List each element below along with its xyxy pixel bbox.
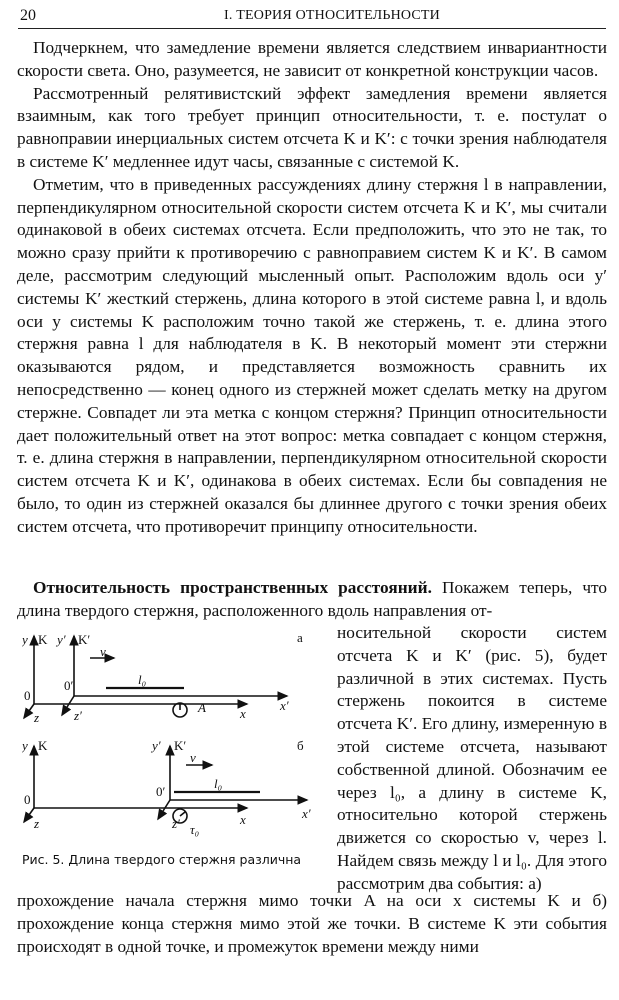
section-lead: Покажем теперь, что длина твердого стержня, расположенного вдоль направления от- bbox=[17, 578, 607, 620]
label-y: y bbox=[22, 632, 28, 647]
label-z: z bbox=[34, 710, 40, 725]
side-paragraph: носительной скорости систем отсчета K и K′ (рис. 5), будет различной в этих системах. Пусть стержень покоится в системе отсчета K′. Его длину, измеренную в этой системе отсчета, называют собственной длиной. Обозначим ее через l₀, а длину в системе K, относительно которой стержень движется со скоростью v, через l. Найдем связь между l и l₀. Для этого рассмотрим два события: а) bbox=[337, 623, 607, 893]
label-origin: 0 bbox=[24, 792, 31, 807]
bottom-text bbox=[17, 890, 607, 958]
figure-caption: Рис. 5. Длина твердого стержня различна bbox=[22, 852, 302, 867]
label-z: z bbox=[34, 816, 40, 831]
section-title: Относительность пространственных расстояний. bbox=[33, 578, 432, 597]
label-l0: l₀ bbox=[214, 776, 223, 791]
body-text bbox=[17, 37, 607, 539]
figure-panel-b bbox=[24, 746, 307, 823]
z-axis bbox=[24, 808, 34, 822]
label-K: K bbox=[38, 632, 48, 647]
paragraph: Отметим, что в приведенных рассуждениях длину стержня l в направлении, перпендикулярном относительной скорости систем отсчета K и K′, мы считали одинаковой в обеих системах отсчета. Если предположить, что это не так, то можно сразу прийти к противоречию с равноправием систем K и K′. В самом деле, рассмотрим следующий мысленный опыт. Расположим вдоль оси y′ системы K′ жесткий стержень, длина которого в этой системе равна l, и вдоль оси y системы K расположим точно такой же стержень, т. е. длина этого стержня равна l для наблюдателя в K. В некоторый момент эти стержни оказываются рядом, и представляется возможность сравнить их непосредственно — конец одного из стержней может сделать метку на другом стержне. Совпадет ли эта метка с концом стержня? Принцип относительности дает положительный ответ на этот вопрос: метка совпадает с концом стержня, т. е. длина стержня в направлении, перпендикулярном относительной скорости систем отсчета K и K′, одинакова в обеих системах. Если бы совпадения не было, то один из стержней оказался бы длиннее другого с точки зрения обеих систем отсчета, что противоречит принципу относительности. bbox=[17, 174, 607, 536]
label-y-prime: y′ bbox=[152, 738, 161, 753]
label-tau0: τ₀ bbox=[190, 822, 200, 837]
label-x-prime: x′ bbox=[302, 806, 311, 821]
z-prime-axis bbox=[62, 696, 74, 715]
label-A: A bbox=[198, 700, 206, 715]
paragraph: Подчеркнем, что замедление времени является следствием инвариантности скорости света. Оно, разумеется, не зависит от конкретной конструкции часов. bbox=[17, 38, 607, 80]
label-z-prime: z′ bbox=[74, 708, 82, 723]
label-origin-prime: 0′ bbox=[156, 784, 166, 799]
label-y-prime: y′ bbox=[57, 632, 66, 647]
continuation-paragraph: прохождение начала стержня мимо точки A на оси x системы K и б) прохождение конца стержня мимо этой же точки. В системе K эти события происходят в одной точке, и промежуток времени между ними bbox=[17, 891, 607, 956]
side-text bbox=[337, 622, 607, 896]
section-intro bbox=[17, 577, 607, 623]
label-K-prime: K′ bbox=[174, 738, 187, 753]
figure-panel-a bbox=[24, 636, 287, 718]
label-l0: l₀ bbox=[138, 672, 147, 687]
label-origin: 0 bbox=[24, 688, 31, 703]
panel-tag-a: а bbox=[297, 630, 303, 645]
running-title: I. ТЕОРИЯ ОТНОСИТЕЛЬНОСТИ bbox=[224, 8, 440, 23]
page-header bbox=[18, 6, 606, 29]
label-K-prime: K′ bbox=[78, 632, 91, 647]
page-number: 20 bbox=[20, 7, 36, 24]
label-x: x bbox=[240, 706, 246, 721]
label-K: K bbox=[38, 738, 48, 753]
label-v: v bbox=[190, 750, 196, 765]
label-x: x bbox=[240, 812, 246, 827]
panel-tag-b: б bbox=[297, 738, 304, 753]
z-axis bbox=[24, 704, 34, 718]
label-y: y bbox=[22, 738, 28, 753]
figure-5 bbox=[22, 628, 327, 848]
paragraph: Рассмотренный релятивистский эффект замедления времени является взаимным, как того требует принцип относительности, т. е. постулат о равноправии инерциальных систем отсчета K и K′: с точки зрения наблюдателя в системе K′ медленнее идут часы, связанные с системой K. bbox=[17, 83, 607, 171]
label-z-prime: z′ bbox=[172, 816, 180, 831]
label-x-prime: x′ bbox=[280, 698, 289, 713]
z-prime-axis bbox=[158, 800, 170, 819]
label-v: v bbox=[100, 644, 106, 659]
label-origin-prime: 0′ bbox=[64, 678, 74, 693]
